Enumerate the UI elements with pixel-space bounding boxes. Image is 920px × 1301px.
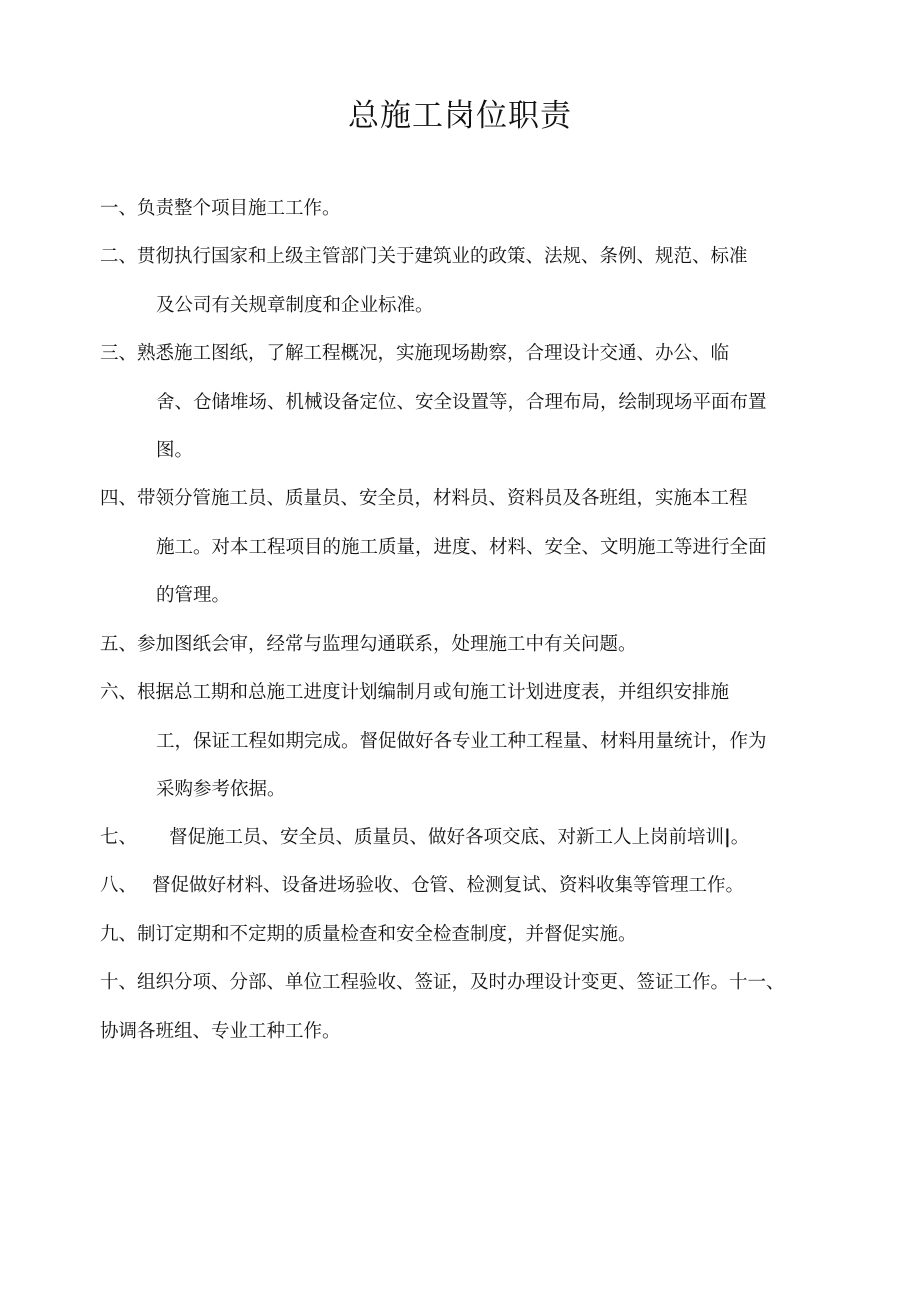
list-item [100,621,830,670]
item-text-end: 。 [730,827,750,848]
item-text: 及公司有关规章制度和企业标准。 [156,294,434,316]
item-text: 协调各班组、专业工种工作。 [100,1020,341,1042]
item-text: 参加图纸会审，经常与监理勾通联系，处理施工中有关问题。 [137,634,637,655]
item-number: 二、 [100,246,138,267]
list-item [100,185,830,234]
item-text: 采购参考依据。 [156,779,286,801]
list-item [100,959,840,1056]
list-item [100,862,830,911]
item-number: 三、 [100,343,138,364]
item-text: 舍、仓储堆场、机械设备定位、安全设置等，合理布局，绘制现场平面布置 [156,391,767,413]
item-number: 十、 [100,972,138,993]
item-text: 的管理。 [156,585,231,607]
item-number: 九、 [100,924,138,945]
list-item [100,475,830,621]
text-cursor-mark: | [724,827,731,848]
item-number: 六、 [100,682,138,703]
list-item [100,330,830,476]
item-text: 督促做好材料、设备进场验收、仓管、检测复试、资料收集等管理工作。 [152,875,745,896]
item-number: 一、 [100,198,138,219]
list-item [100,233,830,330]
item-text: 施工。对本工程项目的施工质量，进度、材料、安全、文明施工等进行全面 [156,536,767,558]
list-item [100,911,830,960]
item-number: 八、 [100,875,138,896]
item-text: 督促施工员、安全员、质量员、做好各项交底、对新工人上岗前培训 [169,827,725,848]
list-item [100,814,830,863]
item-text: 制订定期和不定期的质量检查和安全检查制度，并督促实施。 [137,924,637,945]
item-number: 四、 [100,488,138,509]
list-item [100,669,830,815]
item-text: 负责整个项目施工工作。 [137,198,341,219]
item-text: 图。 [156,440,194,462]
item-text: 贯彻执行国家和上级主管部门关于建筑业的政策、法规、条例、规范、标准 [137,246,748,267]
page-title: 总施工岗位职责 [348,98,572,134]
item-text: 根据总工期和总施工进度计划编制月或旬施工计划进度表，并组织安排施 [137,682,730,703]
item-text: 熟悉施工图纸，了解工程概况，实施现场勘察，合理设计交通、办公、临 [137,343,730,364]
item-text: 工，保证工程如期完成。督促做好各专业工种工程量、材料用量统计，作为 [156,730,767,752]
item-text: 带领分管施工员、质量员、安全员，材料员、资料员及各班组，实施本工程 [137,488,748,509]
item-number: 七、 [100,827,138,848]
item-number: 五、 [100,634,138,655]
item-text: 组织分项、分部、单位工程验收、签证，及时办理设计变更、签证工作。十一、 [137,972,785,993]
